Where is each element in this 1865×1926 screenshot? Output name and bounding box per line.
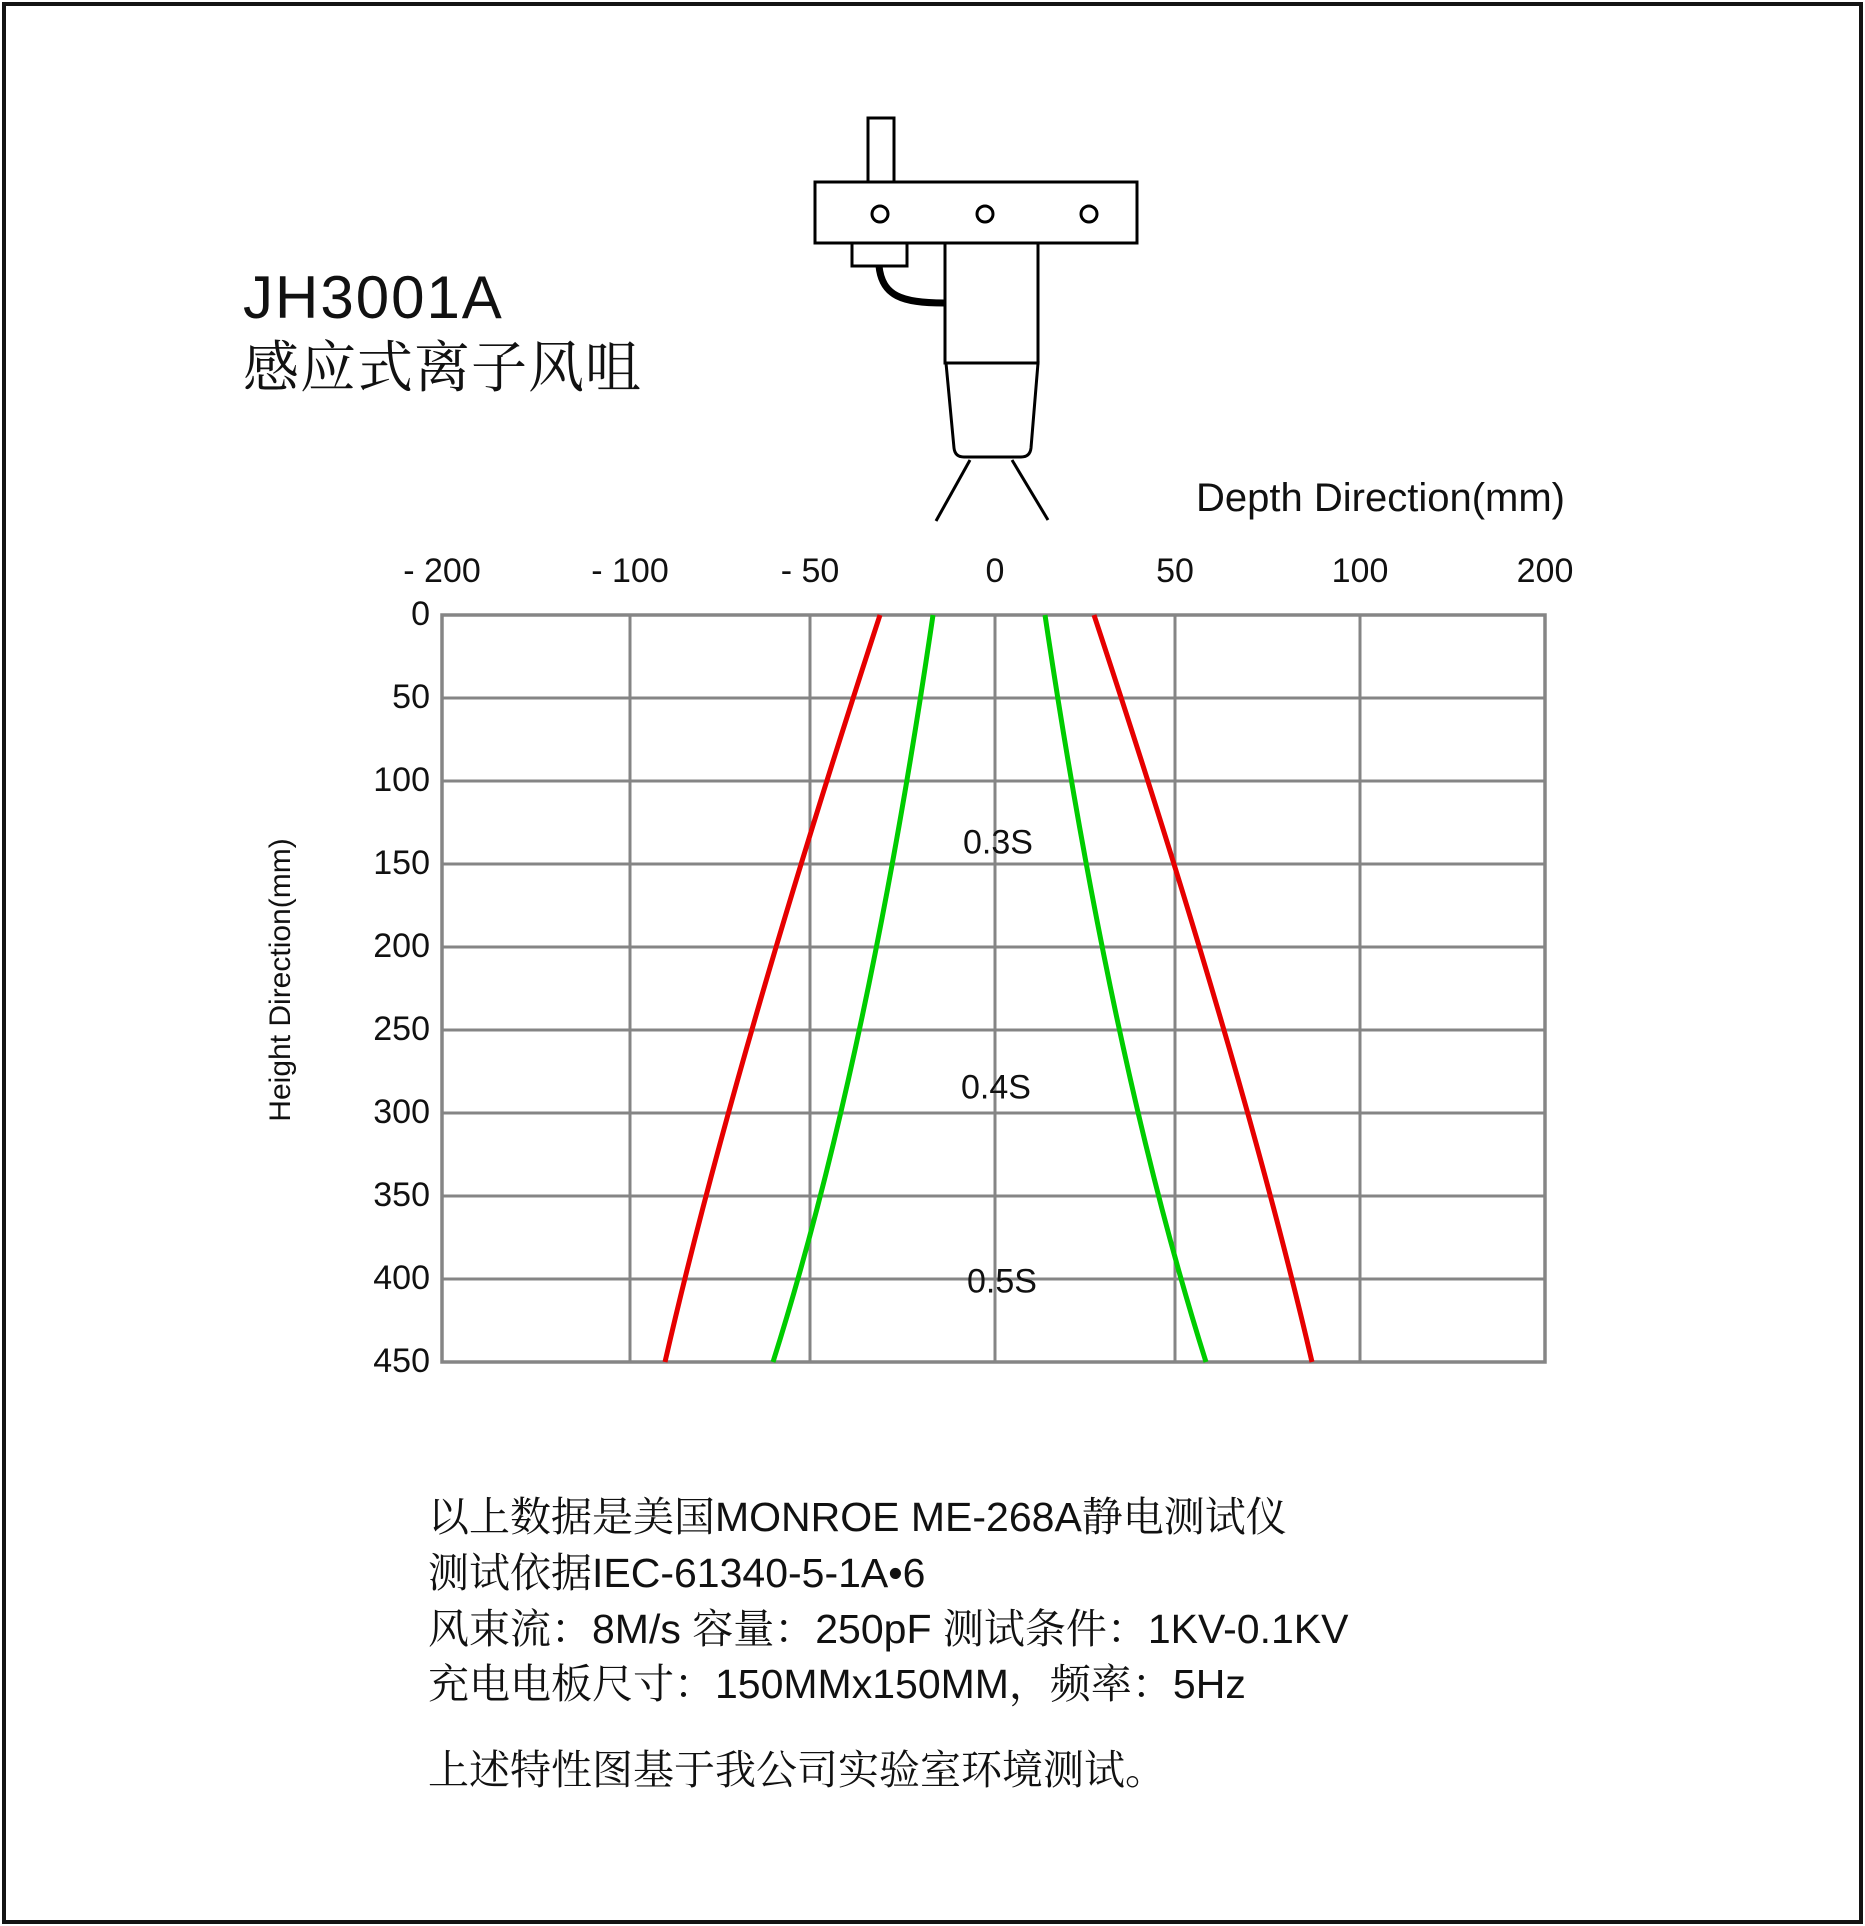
contour-label-0.3S: 0.3S xyxy=(963,823,1033,862)
note-standard: 测试依据IEC-61340-5-1A•6 xyxy=(428,1550,926,1596)
grid-lines xyxy=(442,615,1545,1362)
y-tick-label: 400 xyxy=(373,1259,430,1297)
x-tick-label: - 200 xyxy=(403,552,481,590)
mounting-hole-left xyxy=(872,206,888,222)
note-instrument: 以上数据是美国MONROE ME-268A静电测试仪 xyxy=(428,1494,1287,1540)
x-tick-label: - 50 xyxy=(780,552,840,590)
x-tick-label: 200 xyxy=(1516,552,1574,590)
ion-nozzle-drawing xyxy=(815,118,1137,521)
y-tick-label: 50 xyxy=(392,678,430,716)
y-tick-label: 0 xyxy=(411,595,430,633)
ion-coverage-chart xyxy=(442,615,1545,1362)
y-tick-label: 250 xyxy=(373,1010,430,1048)
curve-green-boundary-left xyxy=(773,615,933,1362)
x-axis-title: Depth Direction(mm) xyxy=(1196,476,1565,520)
series-curves xyxy=(665,615,1312,1362)
airflow-line-left xyxy=(936,460,970,521)
y-tick-label: 200 xyxy=(373,927,430,965)
cable xyxy=(879,266,944,303)
contour-label-0.5S: 0.5S xyxy=(967,1262,1037,1301)
x-tick-label: 50 xyxy=(1156,552,1194,590)
product-name-title: 感应式离子风咀 xyxy=(243,336,642,399)
nozzle-tip xyxy=(946,363,1038,457)
connector-block xyxy=(852,243,907,266)
x-tick-label: 100 xyxy=(1331,552,1389,590)
y-tick-label: 300 xyxy=(373,1093,430,1131)
x-tick-label: 0 xyxy=(985,552,1005,590)
y-tick-label: 350 xyxy=(373,1176,430,1214)
airflow-line-right xyxy=(1012,460,1048,520)
x-tick-label: - 100 xyxy=(591,552,669,590)
nozzle-body xyxy=(945,243,1038,363)
curve-red-boundary-right xyxy=(1094,615,1312,1362)
curve-red-boundary-left xyxy=(665,615,880,1362)
contour-label-0.4S: 0.4S xyxy=(961,1068,1031,1107)
note-test-conditions: 风束流：8M/s 容量：250pF 测试条件：1KV-0.1KV xyxy=(428,1606,1349,1652)
mounting-hole-center xyxy=(977,206,993,222)
y-tick-label: 450 xyxy=(373,1342,430,1380)
y-axis-title: Height Direction(mm) xyxy=(264,838,297,1122)
note-footer: 上述特性图基于我公司实验室环境测试。 xyxy=(428,1747,1166,1793)
note-plate-size: 充电电板尺寸：150MMx150MM，频率：5Hz xyxy=(428,1661,1246,1707)
y-tick-label: 150 xyxy=(373,844,430,882)
mounting-hole-right xyxy=(1081,206,1097,222)
product-model-title: JH3001A xyxy=(243,264,504,331)
curve-green-boundary-right xyxy=(1045,615,1206,1362)
mounting-pin xyxy=(868,118,894,182)
y-tick-label: 100 xyxy=(373,761,430,799)
